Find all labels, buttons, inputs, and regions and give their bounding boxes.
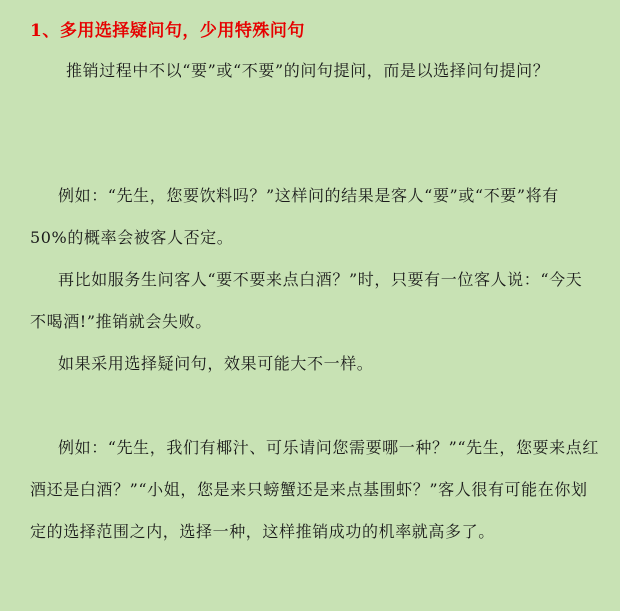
section-heading: 1、多用选择疑问句，少用特殊问句 xyxy=(30,21,305,41)
paragraph-example-3: 例如：“先生，我们有椰汁、可乐请问您需要哪一种？”“先生，您要来点红酒还是白酒？”“小姐，您是来只螃蟹还是来点基围虾？”客人很有可能在你划定的选择范围之内，选择一种，这样推销成功的机率就高多了。 xyxy=(30,438,599,541)
paragraph-example-1: 例如：“先生，您要饮料吗？”这样问的结果是客人“要”或“不要”将有50%的概率会被客人否定。 xyxy=(30,186,559,247)
paragraph-example-2: 再比如服务生问客人“要不要来点白酒？”时，只要有一位客人说：“今天不喝酒!”推销就会失败。 xyxy=(30,270,583,331)
paragraph-transition: 如果采用选择疑问句，效果可能大不一样。 xyxy=(58,354,374,373)
paragraph-intro: 推销过程中不以“要”或“不要”的问句提问，而是以选择问句提问？ xyxy=(66,61,550,80)
